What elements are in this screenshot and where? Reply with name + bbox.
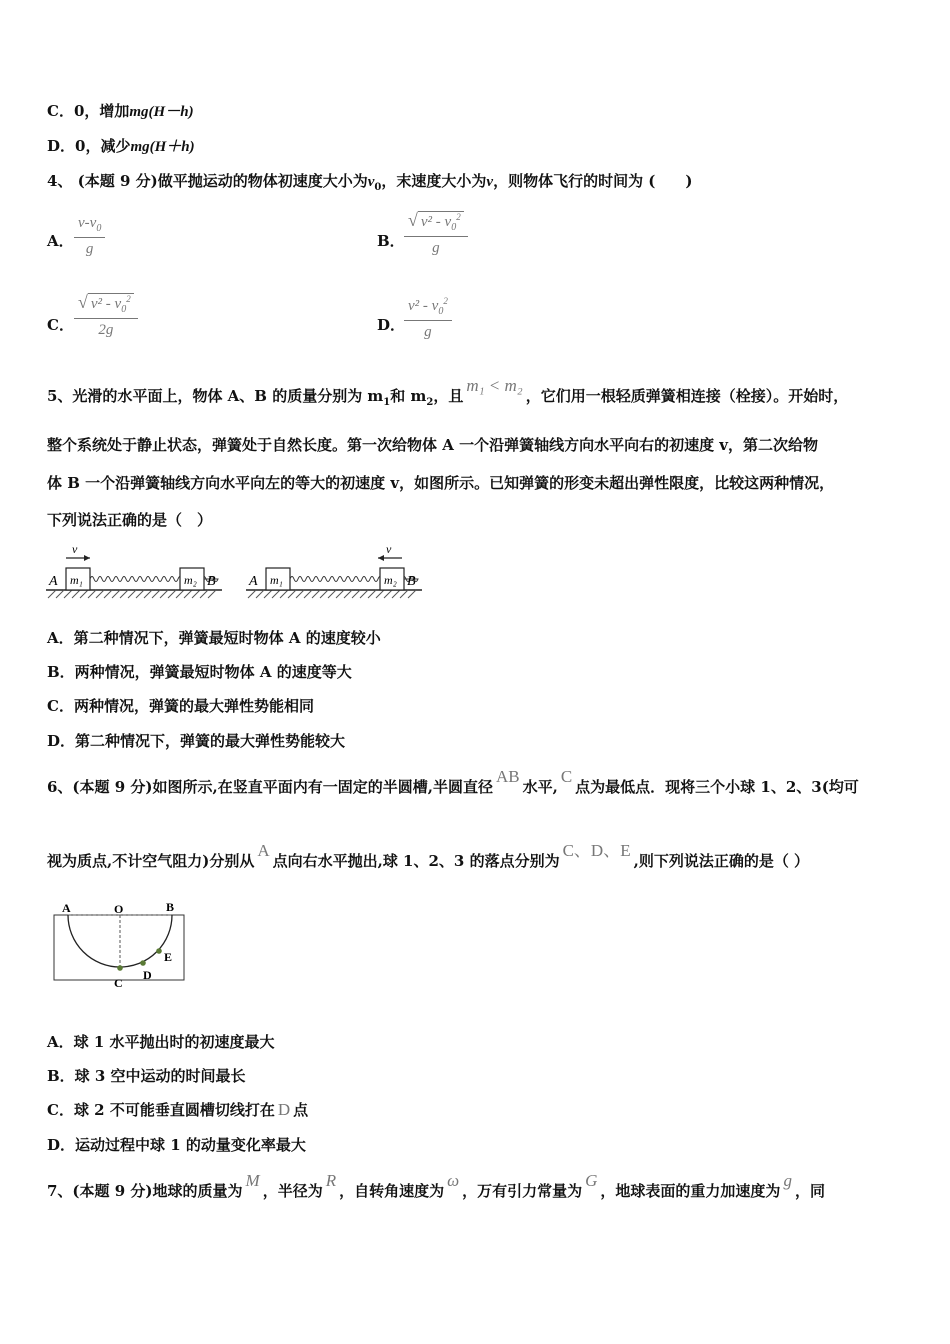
q3-option-d-expr: mg(H＋h)	[130, 139, 195, 155]
q5-option-b: B．两种情况，弹簧最短时物体 A 的速度等大	[47, 663, 352, 681]
q5-mass-relation: m₁ < m₂	[466, 376, 523, 395]
q6-label-b: B	[166, 900, 175, 914]
q3-option-c: C．0，增加mg(H－h)	[47, 102, 194, 120]
svg-text:m₂: m₂	[184, 573, 197, 587]
q5-fig1-label-b: B	[207, 574, 216, 589]
svg-text:m₂: m₂	[384, 573, 397, 587]
q6-label-a: A	[62, 901, 71, 915]
q6-option-d: D．运动过程中球 1 的动量变化率最大	[47, 1136, 306, 1154]
q5-fig2-label-v: v	[386, 542, 392, 556]
q6-stem-line1: 6、(本题 9 分)如图所示,在竖直平面内有一固定的半圆槽,半圆直径AB水平,C点为最低点．现将三个小球 1、2、3(均可	[47, 767, 859, 796]
q5-fig2-label-a: A	[249, 574, 258, 589]
q5-fig1-label-v: v	[72, 542, 78, 556]
q4-option-c-fraction: $\frac{√ v^2 - v_0^2}{2g}$	[74, 292, 138, 339]
q6-label-c: C	[114, 976, 123, 990]
q5-stem-line3: 体 B 一个沿弹簧轴线方向水平向左的等大的初速度 v，如图所示。已知弹簧的形变未超出弹性限度，比较这两种情况，	[47, 474, 835, 492]
q6-label-o: O	[114, 902, 124, 916]
q5-option-a: A．第二种情况下，弹簧最短时物体 A 的速度较小	[47, 629, 381, 647]
q4-stem: 4、 (本题 9 分)做平抛运动的物体初速度大小为$v_0$，末速度大小为v，则物体飞行的时间为 ( )	[47, 172, 693, 193]
q6-option-a: A．球 1 水平抛出时的初速度最大	[47, 1033, 275, 1051]
q6-label-e: E	[164, 950, 173, 964]
q4-label-c: C．	[47, 316, 74, 334]
q5-figure-2	[246, 542, 422, 598]
q5-stem-line2: 整个系统处于静止状态，弹簧处于自然长度。第一次给物体 A 一个沿弹簧轴线方向水平向右的初速度 v，第二次给物	[47, 436, 819, 454]
q5-fig1-label-a: A	[49, 574, 58, 589]
q5-figure-1	[46, 542, 222, 598]
q6-ball-d	[140, 960, 146, 966]
q6-ball-e	[156, 948, 162, 954]
q6-label-d: D	[143, 968, 152, 982]
q5-stem-line1: 5、光滑的水平面上，物体 A、B 的质量分别为 $m_1$和 $m_2$，且m₁ < m₂，它们用一根轻质弹簧相连接（栓接）。开始时，	[47, 376, 849, 408]
q6-option-c: C．球 2 不可能垂直圆槽切线打在 D 点	[47, 1100, 309, 1119]
q5-option-d: D．第二种情况下，弹簧的最大弹性势能较大	[47, 732, 346, 750]
q6-semicircle-figure	[50, 895, 190, 990]
q5-option-c: C．两种情况，弹簧的最大弹性势能相同	[47, 697, 314, 715]
q4-label-d: D．	[377, 316, 406, 334]
q4-label-a: A．	[47, 232, 74, 250]
svg-text:m₁: m₁	[70, 573, 83, 587]
q3-option-c-expr: mg(H－h)	[129, 104, 194, 120]
q5-stem-line4: 下列说法正确的是（ ）	[47, 511, 213, 529]
svg-text:m₁: m₁	[270, 573, 283, 587]
q4-label-b: B．	[377, 232, 405, 250]
q6-ball-c	[117, 965, 123, 971]
q3-option-d: D．0，减少mg(H＋h)	[47, 137, 195, 155]
q5-spring-figure	[44, 540, 434, 606]
q4-option-a-fraction: $\frac{v-v_0}{g}$	[74, 215, 105, 258]
q5-fig2-label-b: B	[407, 574, 416, 589]
q6-stem-line2: 视为质点,不计空气阻力)分别从A点向右水平抛出,球 1、2、3 的落点分别为C、D、E,则下列说法正确的是（ ）	[47, 841, 810, 870]
q4-option-b-fraction: $\frac{√ v^2 - v_0^2}{g}$	[404, 210, 468, 257]
q6-option-b: B．球 3 空中运动的时间最长	[47, 1067, 246, 1085]
q7-stem: 7、(本题 9 分)地球的质量为M，半径为R，自转角速度为ω，万有引力常量为G，地球表面的重力加速度为g，同	[47, 1171, 825, 1200]
q4-option-d-fraction: $\frac{v^2 - v_0^2}{g}$	[404, 296, 452, 341]
